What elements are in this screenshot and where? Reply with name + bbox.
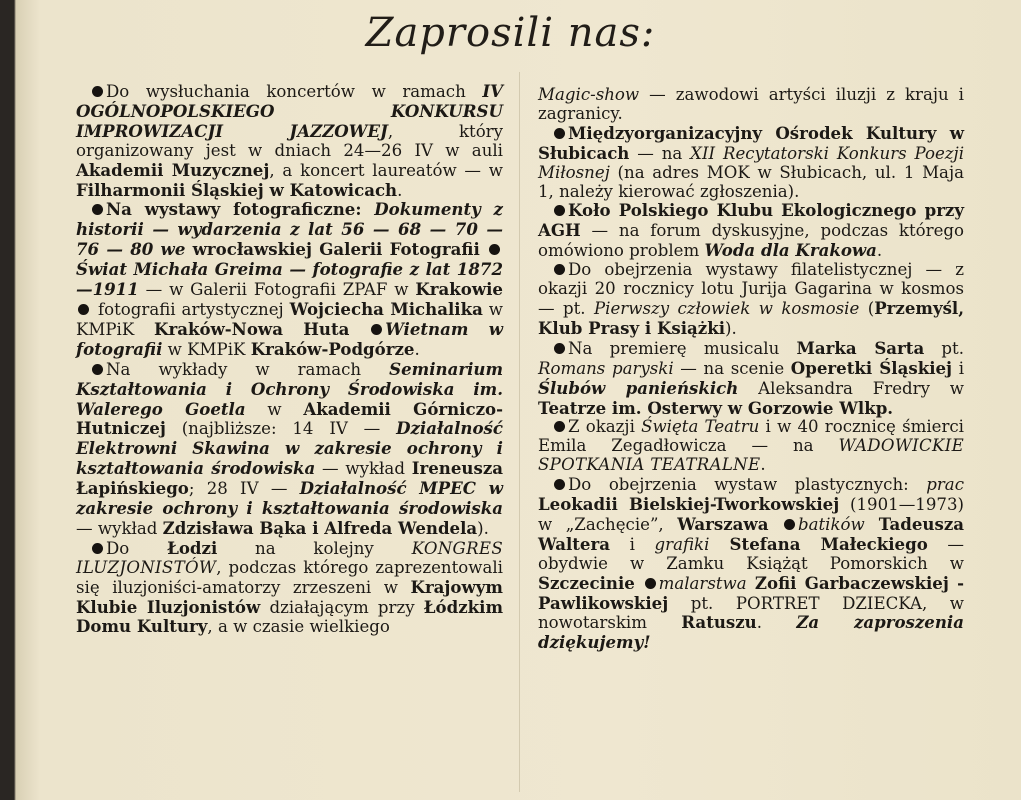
bullet-icon: [92, 204, 103, 215]
paragraph-ecology-forum: Koło Polskiego Klubu Ekologicznego przy AGH — na forum dyskusyjne, podczas którego omówiono problem Woda dla Krakowa.: [538, 200, 964, 261]
paragraph-art-exhibitions: Do obejrzenia wystaw plastycznych: prac Leokadii Bielskiej-Tworkowskiej (1901—1973) w „Zachęcie”, Warszawa batików Tadeusza Waltera i grafiki Stefana Małeckiego — obydwie w Zamku Książąt Pomorskich w Szczecinie malarstwa Zofii Garbaczewskiej - Pawlikowskiej pt. PORTRET DZIECKA, w nowotarskim Ratuszu. Za zaproszenia dziękujemy!: [538, 475, 964, 653]
right-column: [538, 86, 964, 653]
bullet-icon: [784, 519, 795, 530]
paragraph-musical: Na premierę musicalu Marka Sarta pt. Romans paryski — na scenie Operetki Śląskiej i Ślubów panieńskich Aleksandra Fredry w Teatrze im. Osterwy w Gorzowie Wlkp.: [538, 337, 964, 418]
bullet-icon: [554, 343, 565, 354]
paragraph-jazz-concert: Do wysłuchania koncertów w ramach IV OGÓLNOPOLSKIEGO KONKURSU IMPROWIZACJI JAZZOWEJ, który organizowany jest w dniach 24—26 IV w auli Akademii Muzycznej, a koncert laureatów — w Filharmonii Śląskiej w Katowicach.: [76, 81, 503, 200]
bullet-icon: [92, 86, 103, 97]
bullet-icon: [92, 364, 103, 375]
bullet-icon: [554, 205, 565, 216]
paragraph-lectures: Na wykłady w ramach Seminarium Kształtowania i Ochrony Środowiska im. Walerego Goetla w Akademii Górniczo-Hutniczej (najbliższe: 14 IV — Działalność Elektrowni Skawina w zakresie ochrony i kształtowania środowiska — wykład Ireneusza Łapińskiego; 28 IV — Działalność MPEC w zakresie ochrony i kształtowania środowiska — wykład Zdzisława Bąka i Alfreda Wendela).: [76, 358, 503, 538]
bullet-icon: [554, 264, 565, 275]
left-column: [76, 82, 503, 637]
paragraph-philately: Do obejrzenia wystawy filatelistycznej — z okazji 20 rocznicy lotu Jurija Gagarina w kosmos — pt. Pierwszy człowiek w kosmosie (Przemyśl, Klub Prasy i Książki).: [538, 260, 965, 338]
paragraph-theatre-day: Z okazji Święta Teatru i w 40 rocznicę śmierci Emila Zegadłowicza — na WADOWICKIE SPOTKANIA TEATRALNE.: [538, 417, 964, 475]
column-divider: [519, 72, 520, 792]
bullet-icon: [554, 128, 565, 139]
paragraph-poetry-contest: Międzyorganizacyjny Ośrodek Kultury w Słubicach — na XII Recytatorski Konkurs Poezji Miłosnej (na adres MOK w Słubicach, ul. 1 Maja 1, należy kierować zgłoszenia).: [538, 122, 965, 201]
paragraph-illusionists: Do Łodzi na kolejny KONGRES ILUZJONISTÓW, podczas którego zaprezentowali się iluzjoniści-amatorzy zrzeszeni w Krajowym Klubie Iluzjonistów działającym przy Łódzkim Domu Kultury, a w czasie wielkiego: [76, 537, 504, 637]
bullet-icon: [645, 578, 656, 589]
bullet-icon: [371, 324, 382, 335]
article-title: Zaprosili nas:: [365, 10, 656, 56]
bullet-icon: [554, 479, 565, 490]
bullet-icon: [489, 244, 500, 255]
bullet-icon: [554, 421, 565, 432]
paragraph-magic-show: Magic-show — zawodowi artyści iluzji z kraju i zagranicy.: [538, 85, 964, 123]
bullet-icon: [78, 304, 89, 315]
paragraph-photo-exhibitions: Na wystawy fotograficzne: Dokumenty z historii — wydarzenia z lat 56 — 68 — 70 — 76 — 80 we wrocławskiej Galerii Fotografii Świat Michała Greima — fotografie z lat 1872—1911 — w Galerii Fotografii ZPAF w Krakowie fotografii artystycznej Wojciecha Michalika w KMPiK Kraków-Nowa Huta Wietnam w fotografii w KMPiK Kraków-Podgórze.: [76, 199, 504, 359]
bullet-icon: [92, 543, 103, 554]
